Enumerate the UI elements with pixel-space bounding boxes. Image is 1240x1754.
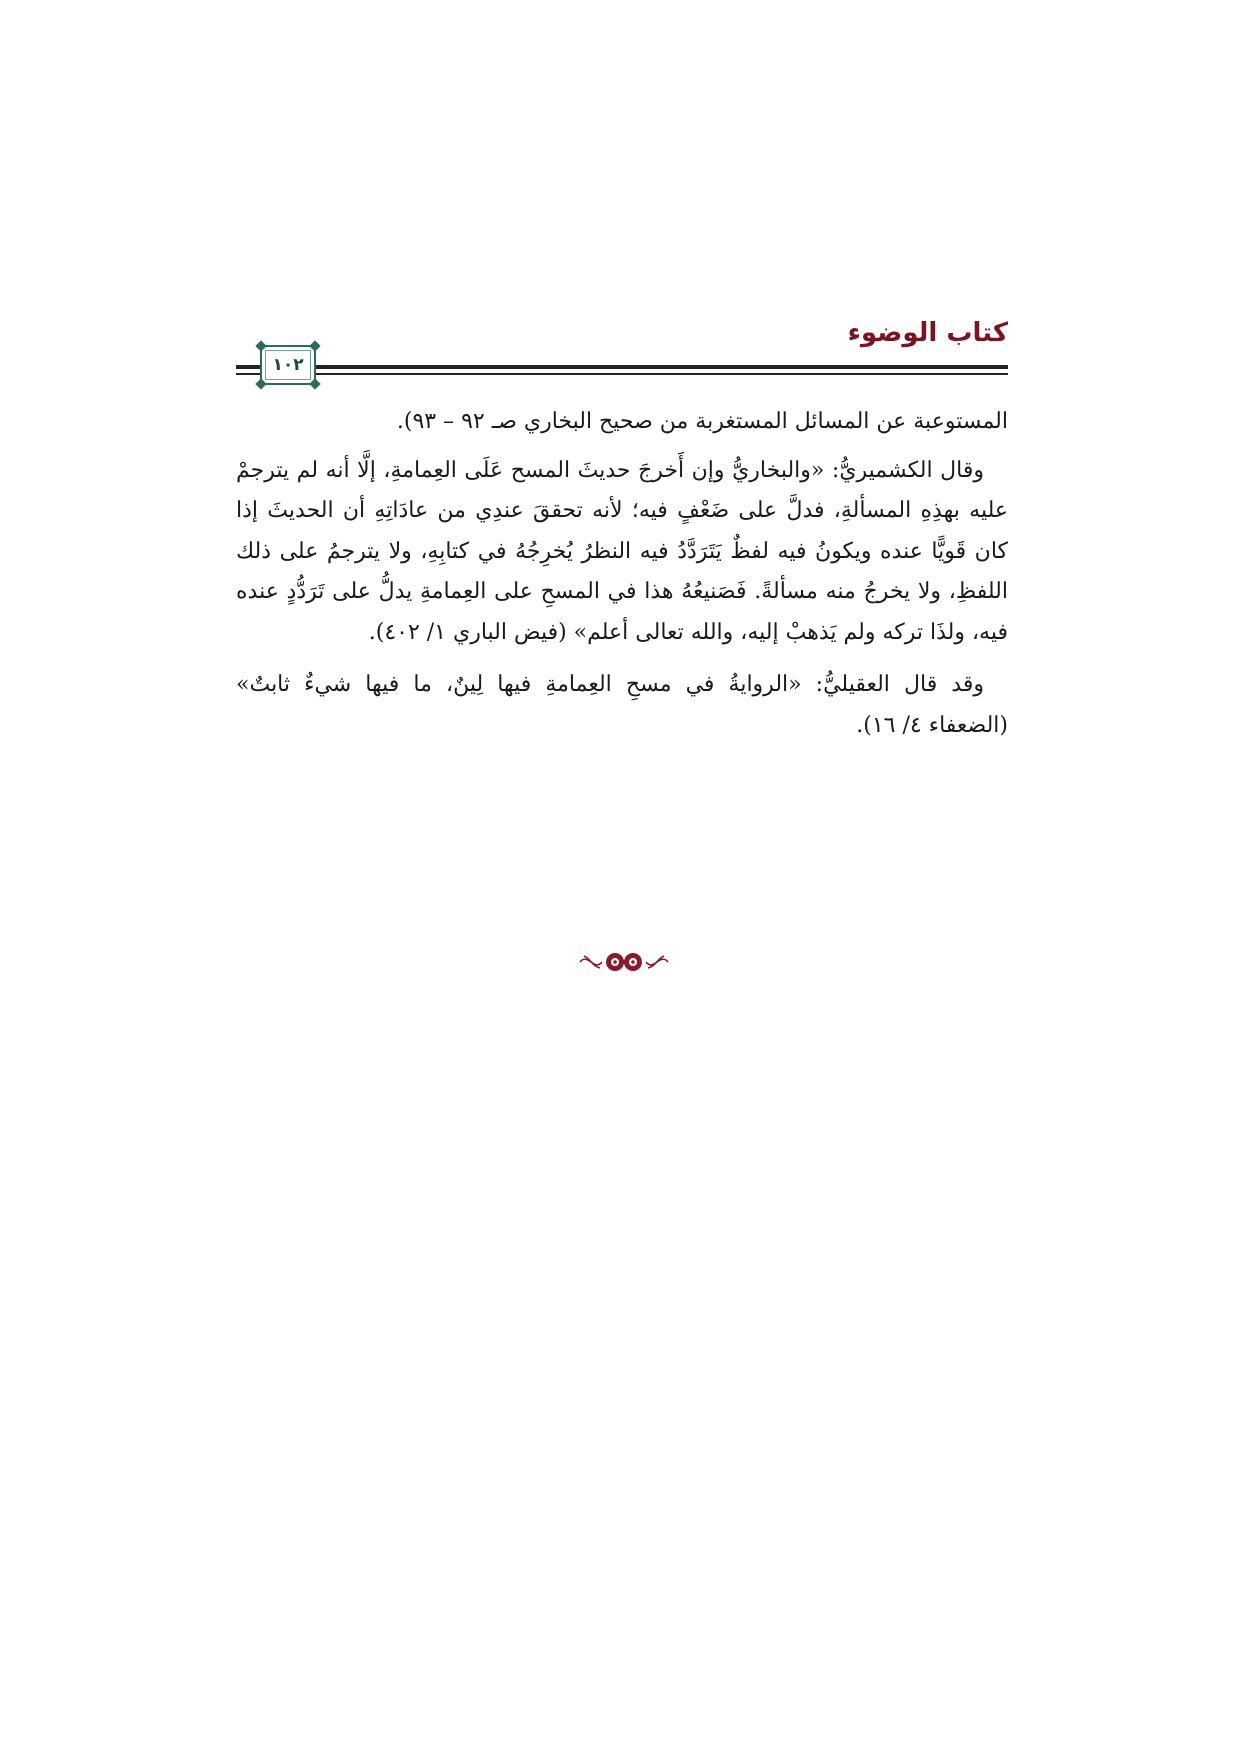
floral-divider-icon xyxy=(574,944,674,980)
header-rule-thick xyxy=(236,365,1008,369)
page-header xyxy=(236,318,1008,388)
page-number: ١٠٢ xyxy=(265,350,311,380)
paragraph-kashmiri-quote: وقال الكشميريُّ: «والبخاريُّ وإن أَخرجَ حديثَ المسح عَلَى العِمامةِ، إلَّا أنه لم يترجمْ عليه بهذِهِ المسألةِ، فدلَّ على ضَعْفٍ فيه؛ لأنه تحققَ عندِي من عادَاتِهِ أن الحديثَ إذا كان قَويًّا عنده ويكونُ فيه لفظٌ يَتَرَدَّدُ فيه النظرُ يُخرِجُهُ في كتابِهِ، ولا يترجمُ على ذلك اللفظِ، ولا يخرجُ منه مسألةً. فَصَنيعُهُ هذا في المسحِ على العِمامةِ يدلُّ على تَرَدُّدٍ عنده فيه، ولذَا تركه ولم يَذهبْ إليه، والله تعالى أعلم» (فيض الباري ١/ ٤٠٢). xyxy=(236,457,1008,645)
page-number-frame xyxy=(260,345,316,385)
paragraph-uqayli-quote: وقد قال العقيليُّ: «الروايةُ في مسحِ العِمامةِ فيها لِينٌ، ما فيها شيءٌ ثابتٌ» (الضعفاء ٤/ ١٦). xyxy=(236,672,1008,738)
frame-corner-ornament-icon xyxy=(309,378,320,389)
frame-corner-ornament-icon xyxy=(255,378,266,389)
paragraph-continuation: المستوعبة عن المسائل المستغربة من صحيح البخاري صـ ٩٢ – ٩٣). xyxy=(396,409,1008,434)
chapter-title: كتاب الوضوء xyxy=(847,318,1008,348)
header-rule-thin xyxy=(236,373,1008,375)
body-text xyxy=(236,402,1008,746)
frame-corner-ornament-icon xyxy=(309,340,320,351)
